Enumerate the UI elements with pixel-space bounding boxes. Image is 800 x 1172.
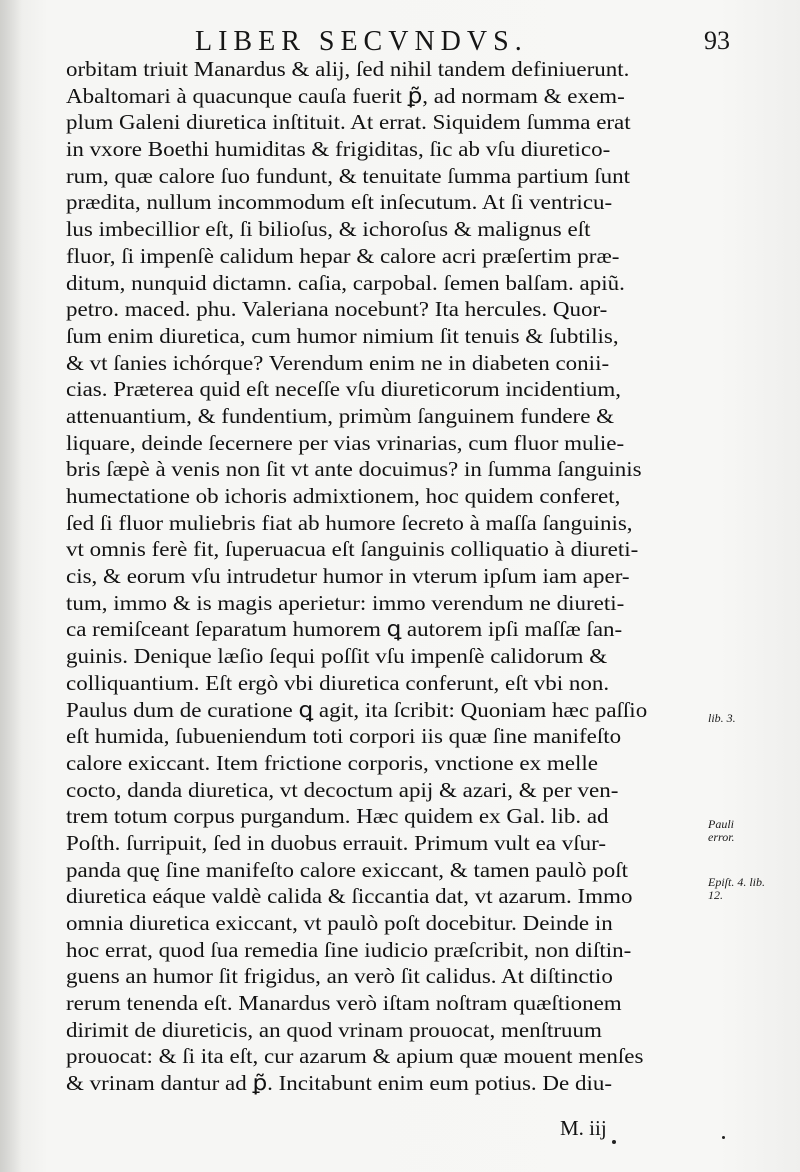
text-line: liquare, deinde ſecernere per vias vrinarias, cum fluor mulie-	[66, 430, 625, 455]
page-number: 93	[704, 26, 730, 55]
text-line: ca remiſceant ſeparatum humorem ꝗ autorem ipſi maſſæ ſan-	[66, 617, 623, 642]
text-line: fluor, ſi impenſè calidum hepar & calore acri præſertim præ-	[66, 243, 620, 268]
text-line: dirimit de diureticis, an quod vrinam prouocat, menſtruum	[66, 1017, 602, 1042]
text-line: rerum tenenda eſt. Manardus verò iſtam noſtram quæſtionem	[66, 991, 622, 1016]
text-line: rum, quæ calore ſuo fundunt, & tenuitate ſumma partium ſunt	[66, 163, 631, 188]
text-line: hoc errat, quod ſua remedia ſine iudicio præſcribit, non diſtin-	[66, 937, 632, 962]
text-line: panda quę ſine manifeſto calore exiccant, & tamen paulò poſt	[66, 857, 629, 882]
text-line: petro. maced. phu. Valeriana nocebunt? Ita hercules. Quor-	[66, 297, 608, 322]
text-line: bris ſæpè à venis non ſit vt ante docuimus? in ſumma ſanguinis	[66, 457, 642, 482]
text-line: & vrinam dantur ad ꝑ̃. Incitabunt enim eum potius. De diu-	[66, 1071, 613, 1096]
text-line: guens an humor ſit frigidus, an verò ſit calidus. At diſtinctio	[66, 964, 613, 989]
text-line: Poſth. ſurripuit, ſed in duobus errauit. Primum vult ea vſur-	[66, 830, 606, 855]
text-line: ſum enim diuretica, cum humor nimium ſit tenuis & ſubtilis,	[66, 323, 619, 348]
text-line: calore exiccant. Item frictione corporis, vnctione ex melle	[66, 750, 598, 775]
body-text	[66, 56, 706, 1097]
text-line: trem totum corpus purgandum. Hæc quidem ex Gal. lib. ad	[66, 804, 609, 829]
text-line: in vxore Boethi humiditas & frigiditas, ſic ab vſu diuretico-	[66, 137, 611, 162]
text-line: ditum, nunquid dictamn. caſia, carpobal. ſemen balſam. apiũ.	[66, 270, 625, 295]
text-line: eſt humida, ſubueniendum toti corpori iis quæ ſine manifeſto	[66, 724, 622, 749]
text-line: tum, immo & is magis aperietur: immo verendum ne diureti-	[66, 590, 625, 615]
text-line: prouocat: & ſi ita eſt, cur azarum & apium quæ mouent menſes	[66, 1044, 644, 1069]
text-line: cias. Præterea quid eſt neceſſe vſu diureticorum incidentium,	[66, 377, 622, 402]
text-line: diuretica eáque valdè calida & ſiccantia dat, vt azarum. Immo	[66, 884, 633, 909]
text-line: & vt ſanies ichórque? Verendum enim ne in diabeten conii-	[66, 350, 610, 375]
margin-note-pauli-error: Pauli error.	[708, 817, 735, 844]
text-line: lus imbecillior eſt, ſi bilioſus, & ichoroſus & malignus eſt	[66, 217, 591, 242]
text-line: Abaltomari à quacunque cauſa fuerit ꝑ̃, ad normam & exem-	[66, 83, 625, 108]
text-line: humectatione ob ichoris admixtionem, hoc quidem conferet,	[66, 484, 621, 508]
text-line: Paulus dum de curatione ꝗ agit, ita ſcribit: Quoniam hæc paſſio	[66, 697, 648, 722]
text-line: cis, & eorum vſu intrudetur humor in vterum ipſum iam aper-	[66, 564, 630, 589]
margin-notes	[708, 0, 800, 1172]
running-head: LIBER SECVNDVS.	[195, 26, 528, 57]
text-line: attenuantium, & fundentium, primùm ſanguinem fundere &	[66, 403, 615, 428]
text-line: orbitam triuit Manardus & alij, ſed nihil tandem definiuerunt.	[66, 57, 630, 81]
text-line: cocto, danda diuretica, vt decoctum apij & azari, & per ven-	[66, 777, 619, 802]
text-line: vt omnis ferè fit, ſuperuacua eſt ſanguinis colliquatio à diureti-	[66, 537, 639, 562]
margin-note-lib: lib. 3.	[708, 711, 736, 725]
text-line: plum Galeni diuretica inſtituit. At errat. Siquidem ſumma erat	[66, 110, 631, 135]
text-line: ſed ſi fluor muliebris fiat ab humore ſecreto à maſſa ſanguinis,	[66, 510, 633, 535]
text-line: prædita, nullum incommodum eſt inſecutum. At ſi ventricu-	[66, 190, 613, 215]
text-line: omnia diuretica exiccant, vt paulò poſt docebitur. Deinde in	[66, 911, 613, 935]
text-line: guinis. Denique læſio ſequi poſſit vſu impenſè calidorum &	[66, 644, 608, 669]
gutter-shadow	[0, 0, 22, 1172]
margin-note-epist: Epiſt. 4. lib. 12.	[708, 875, 765, 902]
ink-speck	[722, 1136, 725, 1139]
ink-speck	[612, 1140, 616, 1144]
text-line: colliquantium. Eſt ergò vbi diuretica conferunt, eſt vbi non.	[66, 670, 610, 695]
signature-mark: M. iij	[560, 1116, 607, 1140]
